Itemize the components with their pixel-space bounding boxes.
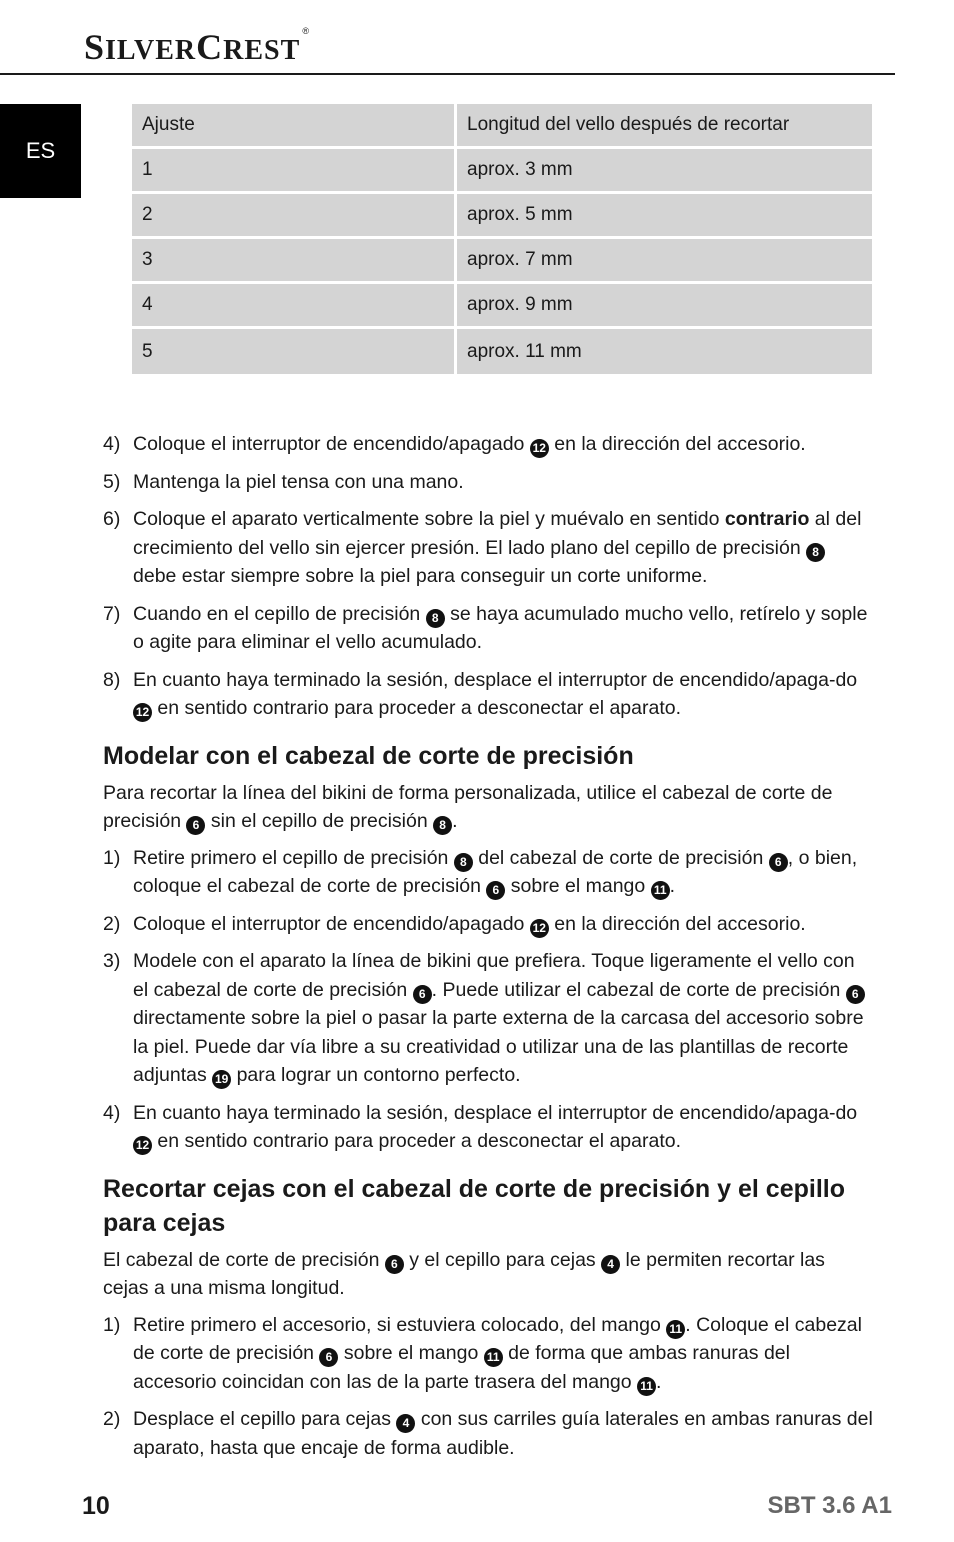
step-text: sobre el mango	[505, 875, 651, 897]
section-intro	[103, 1246, 873, 1303]
table-cell-length: aprox. 11 mm	[457, 329, 872, 374]
table-cell-length: aprox. 9 mm	[457, 284, 872, 329]
table-cell-setting: 2	[132, 194, 457, 239]
part-number-badge: 6	[186, 816, 205, 835]
step-text: se haya acumulado mucho vello, retírelo y sople o agite para eliminar el vello acumulado.	[133, 602, 868, 653]
part-number-badge: 12	[530, 439, 549, 458]
table-row	[132, 149, 872, 194]
step-text: Retire primero el accesorio, si estuviera colocado, del mango	[133, 1313, 667, 1336]
part-number-badge: 6	[385, 1255, 404, 1274]
paragraph-text: .	[452, 810, 458, 832]
step-text: En cuanto haya terminado la sesión, desplace el interruptor de encendido/apaga-do	[133, 1101, 858, 1124]
page-number: 10	[82, 1492, 110, 1520]
table-row	[132, 284, 872, 329]
part-number-badge: 4	[396, 1414, 415, 1433]
list-item	[103, 910, 873, 939]
step-number: 4)	[103, 433, 121, 455]
paragraph-text: y el cepillo para cejas	[403, 1248, 602, 1271]
table-cell-setting: 4	[132, 284, 457, 329]
part-number-badge: 6	[413, 985, 432, 1004]
part-number-badge: 8	[426, 609, 445, 628]
step-number: 1)	[103, 1313, 121, 1336]
step-text: Modele con el aparato la línea de bikini que prefiera. Toque ligeramente el vello con el cabezal de corte de precisión	[133, 950, 855, 1001]
part-number-badge: 6	[769, 853, 788, 872]
settings-table	[132, 104, 872, 374]
step-text: con sus carriles guía laterales en ambas ranuras del aparato, hasta que encaje de forma audible.	[133, 1408, 873, 1459]
table-row	[132, 194, 872, 239]
steps-list	[103, 430, 873, 723]
part-number-badge: 8	[433, 816, 452, 835]
step-text: .	[656, 1370, 662, 1393]
step-number: 3)	[103, 950, 121, 972]
registered-mark: ®	[302, 26, 310, 36]
list-item	[103, 600, 873, 657]
steps-list	[103, 844, 873, 1156]
logo-letter: S	[84, 27, 106, 67]
part-number-badge: 6	[846, 985, 865, 1004]
logo-text: ILVER	[105, 35, 197, 66]
header-rule	[0, 73, 895, 75]
step-text: Coloque el interruptor de encendido/apagado	[133, 912, 530, 935]
list-item	[103, 468, 873, 497]
table-cell-length: aprox. 3 mm	[457, 149, 872, 194]
part-number-badge: 12	[530, 919, 549, 938]
step-text: debe estar siempre sobre la piel para conseguir un corte uniforme.	[133, 565, 708, 587]
table-cell-setting: 3	[132, 239, 457, 284]
logo-text: REST	[223, 35, 301, 66]
step-text: sobre el mango	[338, 1342, 484, 1364]
step-text: En cuanto haya terminado la sesión, desplace el interruptor de encendido/apaga-do	[133, 668, 858, 691]
paragraph-text: le permiten recortar las cejas a una misma longitud.	[103, 1248, 825, 1299]
step-number: 5)	[103, 470, 121, 493]
part-number-badge: 12	[133, 703, 152, 722]
table-cell-length: aprox. 5 mm	[457, 194, 872, 239]
part-number-badge: 8	[806, 543, 825, 562]
step-text: Coloque el aparato verticalmente sobre la piel y muévalo en sentido	[133, 508, 725, 530]
step-number: 4)	[103, 1101, 121, 1124]
logo-letter: C	[196, 27, 224, 67]
steps-list	[103, 1311, 873, 1463]
list-item	[103, 1311, 873, 1397]
part-number-badge: 11	[484, 1348, 503, 1367]
table-cell-length: aprox. 7 mm	[457, 239, 872, 284]
step-text: Coloque el interruptor de encendido/apagado	[133, 433, 530, 455]
list-item	[103, 1099, 873, 1156]
step-number: 2)	[103, 912, 121, 935]
list-item	[103, 947, 873, 1090]
paragraph-text: Para recortar la línea del bikini de forma personalizada, utilice el cabezal de corte de precisión	[103, 781, 833, 832]
list-item	[103, 430, 873, 459]
list-item	[103, 1405, 873, 1462]
step-text: para lograr un contorno perfecto.	[231, 1064, 521, 1086]
step-text: , o bien, coloque el cabezal de corte de precisión	[133, 846, 858, 897]
list-item	[103, 666, 873, 723]
step-text: en sentido contrario para proceder a desconectar el aparato.	[152, 1130, 681, 1152]
step-text: Retire primero el cepillo de precisión	[133, 846, 454, 869]
model-number: SBT 3.6 A1	[767, 1492, 892, 1519]
step-text: . Puede utilizar el cabezal de corte de precisión	[431, 978, 846, 1001]
step-number: 7)	[103, 602, 121, 625]
list-item	[103, 844, 873, 901]
part-number-badge: 19	[212, 1070, 231, 1089]
step-number: 1)	[103, 846, 121, 869]
part-number-badge: 6	[319, 1348, 338, 1367]
step-text: Cuando en el cepillo de precisión	[133, 602, 426, 625]
section-intro	[103, 779, 873, 836]
table-header-row	[132, 104, 872, 149]
step-text: Mantenga la piel tensa con una mano.	[133, 470, 464, 493]
step-text: en la dirección del accesorio.	[548, 433, 806, 455]
language-label: ES	[25, 138, 56, 163]
table-row	[132, 239, 872, 284]
step-text: al del crecimiento del vello sin ejercer presión. El lado plano del cepillo de precisión	[133, 508, 862, 559]
part-number-badge: 11	[666, 1320, 685, 1339]
part-number-badge: 6	[486, 881, 505, 900]
part-number-badge: 12	[133, 1136, 152, 1155]
step-text: .	[669, 875, 676, 897]
language-tab	[0, 104, 81, 198]
step-number: 2)	[103, 1408, 121, 1430]
step-text: . Coloque el cabezal de corte de precisión	[133, 1313, 862, 1364]
step-text: del cabezal de corte de precisión	[472, 846, 769, 869]
paragraph-text: sin el cepillo de precisión	[205, 810, 434, 832]
table-header-cell: Longitud del vello después de recortar	[457, 104, 872, 149]
step-text: en sentido contrario para proceder a desconectar el aparato.	[152, 697, 681, 719]
part-number-badge: 11	[651, 881, 670, 900]
section-heading: Recortar cejas con el cabezal de corte de precisión y el cepillo para cejas	[103, 1174, 845, 1237]
part-number-badge: 4	[601, 1255, 620, 1274]
step-number: 6)	[103, 508, 121, 530]
emphasis-text: contrario	[724, 508, 810, 530]
step-text: Desplace el cepillo para cejas	[133, 1408, 397, 1430]
table-cell-setting: 1	[132, 149, 457, 194]
step-text: de forma que ambas ranuras del accesorio coincidan con las de la parte trasera del mango	[133, 1342, 790, 1393]
table-cell-setting: 5	[132, 329, 457, 374]
part-number-badge: 11	[637, 1377, 656, 1396]
step-text: en la dirección del accesorio.	[548, 912, 806, 935]
part-number-badge: 8	[454, 853, 473, 872]
section-heading: Modelar con el cabezal de corte de precisión	[103, 741, 634, 770]
paragraph-text: El cabezal de corte de precisión	[103, 1248, 385, 1271]
table-row	[132, 329, 872, 374]
brand-logo	[84, 26, 310, 68]
table-header-cell: Ajuste	[132, 104, 457, 149]
step-text: directamente sobre la piel o pasar la parte externa de la carcasa del accesorio sobre la piel. Puede dar vía libre a su creatividad o utilizar una de las plantillas de recorte adjuntas	[133, 1007, 864, 1086]
main-content	[103, 430, 873, 1471]
step-number: 8)	[103, 668, 121, 691]
list-item	[103, 505, 873, 591]
